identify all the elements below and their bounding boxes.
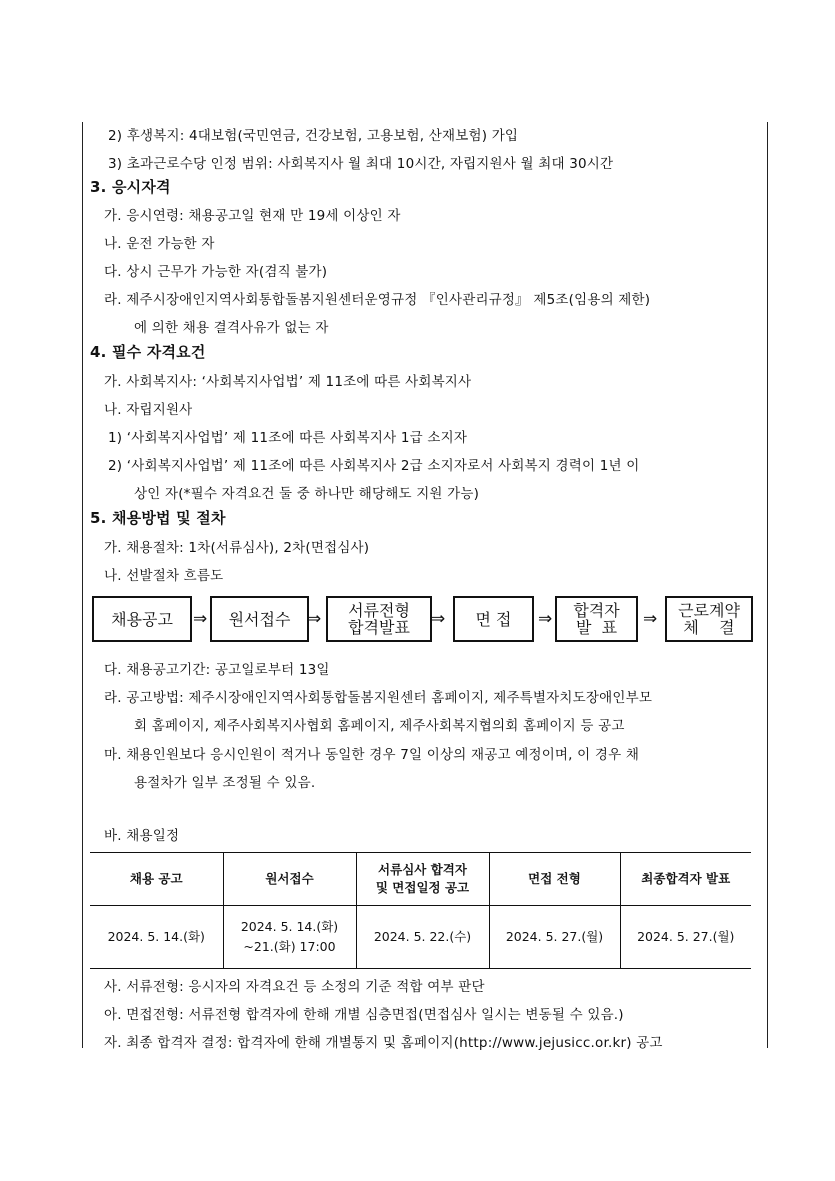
driving-requirement: 나. 운전 가능한 자 [104,236,215,252]
flowchart-label: 나. 선발절차 흐름도 [104,568,224,584]
table-cell: 2024. 5. 27.(월) [489,906,620,969]
section-5-heading: 5. 채용방법 및 절차 [90,509,226,527]
table-header-cell: 최종합격자 발표 [620,853,751,906]
reannouncement-line-1: 마. 채용인원보다 응시인원이 적거나 동일한 경우 7일 이상의 재공고 예정이며, 이 경우 채 [104,747,640,763]
table-header-cell: 면접 전형 [489,853,620,906]
flow-arrow-icon: ⇒ [193,609,208,629]
section-3-heading: 3. 응시자격 [90,178,171,196]
disqualification-line-1: 라. 제주시장애인지역사회통합돌봄지원센터운영규정 『인사관리규정』 제5조(임용의 제한) [104,292,651,308]
qual-option-2-line-1: 2) ‘사회복지사업법’ 제 11조에 따른 사회복지사 2급 소지자로서 사회복지 경력이 1년 이 [108,458,640,474]
flow-step-application: 원서접수 [210,596,309,642]
social-worker-qual: 가. 사회복지사: ‘사회복지사업법’ 제 11조에 따른 사회복지사 [104,374,472,390]
final-decision-note: 자. 최종 합격자 결정: 합격자에 한해 개별통지 및 홈페이지(http://www.jejusicc.or.kr) 공고 [104,1035,663,1051]
independence-support-qual: 나. 자립지원사 [104,402,193,418]
hiring-process: 가. 채용절차: 1차(서류심사), 2차(면접심사) [104,540,370,556]
announcement-period: 다. 채용공고기간: 공고일로부터 13일 [104,662,330,678]
flow-arrow-icon: ⇒ [538,609,553,629]
table-cell: 2024. 5. 14.(화) [90,906,223,969]
table-header-cell: 원서접수 [223,853,356,906]
flow-step-document-screening: 서류전형 합격발표 [326,596,432,642]
table-header-row [90,853,751,906]
hiring-schedule-table [90,852,751,969]
table-cell: 2024. 5. 14.(화) ~21.(화) 17:00 [223,906,356,969]
fulltime-requirement: 다. 상시 근무가 가능한 자(겸직 불가) [104,264,328,280]
flow-arrow-icon: ⇒ [307,609,322,629]
table-row [90,906,751,969]
document-screening-note: 사. 서류전형: 응시자의 자격요건 등 소정의 기준 적합 여부 판단 [104,979,485,995]
reannouncement-line-2: 용절차가 일부 조정될 수 있음. [134,775,316,791]
flow-step-interview: 면 접 [453,596,534,642]
table-cell: 2024. 5. 27.(월) [620,906,751,969]
qual-option-1: 1) ‘사회복지사업법’ 제 11조에 따른 사회복지사 1급 소지자 [108,430,468,446]
qual-option-2-line-2: 상인 자(*필수 자격요건 둘 중 하나만 해당해도 지원 가능) [134,486,480,502]
flow-step-contract: 근로계약 체 결 [665,596,753,642]
age-requirement: 가. 응시연령: 채용공고일 현재 만 19세 이상인 자 [104,208,401,224]
benefit-line: 2) 후생복지: 4대보험(국민연금, 건강보험, 고용보험, 산재보험) 가입 [108,128,519,144]
flow-arrow-icon: ⇒ [431,609,446,629]
interview-note: 아. 면접전형: 서류전형 합격자에 한해 개별 심층면접(면접심사 일시는 변동될 수 있음.) [104,1007,624,1023]
announcement-method-line-1: 라. 공고방법: 제주시장애인지역사회통합돌봄지원센터 홈페이지, 제주특별자치도장애인부모 [104,690,653,706]
schedule-label: 바. 채용일정 [104,828,180,844]
table-cell: 2024. 5. 22.(수) [356,906,489,969]
announcement-method-line-2: 회 홈페이지, 제주사회복지사협회 홈페이지, 제주사회복지협의회 홈페이지 등 공고 [134,718,625,734]
flow-step-announcement: 채용공고 [92,596,192,642]
disqualification-line-2: 에 의한 채용 결격사유가 없는 자 [134,320,329,336]
table-header-cell: 서류심사 합격자 및 면접일정 공고 [356,853,489,906]
table-header-cell: 채용 공고 [90,853,223,906]
flow-arrow-icon: ⇒ [643,609,658,629]
section-4-heading: 4. 필수 자격요건 [90,343,206,361]
flow-step-result-announcement: 합격자 발 표 [555,596,638,642]
overtime-line: 3) 초과근로수당 인정 범위: 사회복지사 월 최대 10시간, 자립지원사 월 최대 30시간 [108,156,614,172]
